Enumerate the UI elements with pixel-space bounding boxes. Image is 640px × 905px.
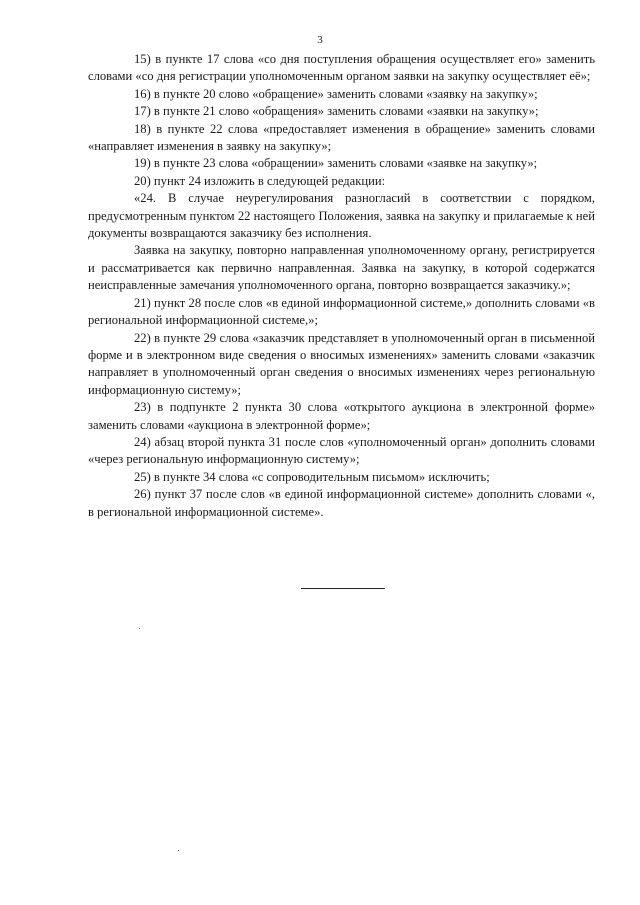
paragraph-item-15: 15) в пункте 17 слова «со дня поступления обращения осуществляет его» заменить словами «со дня регистрации уполномоченным органом заявки на закупку осуществляет её»; xyxy=(88,52,595,84)
paragraph-item-23: 23) в подпункте 2 пункта 30 слова «открытого аукциона в электронной форме» заменить словами «аукциона в электронной форме»; xyxy=(88,400,595,432)
paragraph-item-17: 17) в пункте 21 слово «обращения» заменить словами «заявки на закупку»; xyxy=(134,104,539,119)
paragraph-item-25: 25) в пункте 34 слова «с сопроводительным письмом» исключить; xyxy=(134,469,490,484)
paragraph-item-21: 21) пункт 28 после слов «в единой информационной системе,» дополнить словами «в региональной информационной системе,»; xyxy=(88,295,595,328)
paragraph-item-20: 20) пункт 24 изложить в следующей редакции: xyxy=(134,173,386,188)
quoted-clause-24: «24. В случае неурегулирования разногласий в соответствии с порядком, предусмотренным пунктом 22 настоящего Положения, заявка на закупку и прилагаемые к ней документы возвращаются заказчику без исполнения. xyxy=(88,191,595,241)
page-number: 3 xyxy=(317,34,323,46)
quoted-clause-24-second-paragraph: Заявка на закупку, повторно направленная уполномоченному органу, регистрируется и рассматривается как первично направленная. Заявка на закупку, в которой содержатся неисправленные замечания уполномоченного органа, повторно возвращается заказчику.»; xyxy=(88,243,595,293)
scan-speck xyxy=(178,850,179,851)
paragraph-item-22: 22) в пункте 29 слова «заказчик представляет в уполномоченный орган в письменной форме и в электронном виде сведения о вносимых изменениях» заменить словами «заказчик направляет в уполномоченный орган сведения о вносимых изменениях через региональную информационную систему»; xyxy=(88,330,595,397)
paragraph-item-16: 16) в пункте 20 слово «обращение» заменить словами «заявку на закупку»; xyxy=(134,86,538,101)
end-separator-line xyxy=(301,588,385,589)
paragraph-item-26: 26) пункт 37 после слов «в единой информационной системе» дополнить словами «, в региональной информационной системе». xyxy=(88,487,595,519)
paragraph-item-19: 19) в пункте 23 слова «обращении» заменить словами «заявке на закупку»; xyxy=(134,156,538,171)
scan-speck xyxy=(139,628,140,629)
paragraph-item-24: 24) абзац второй пункта 31 после слов «уполномоченный орган» дополнить словами «через региональную информационную систему»; xyxy=(88,434,595,467)
document-body xyxy=(88,51,595,521)
paragraph-item-18: 18) в пункте 22 слова «предоставляет изменения в обращение» заменить словами «направляет изменения в заявку на закупку»; xyxy=(88,121,595,154)
